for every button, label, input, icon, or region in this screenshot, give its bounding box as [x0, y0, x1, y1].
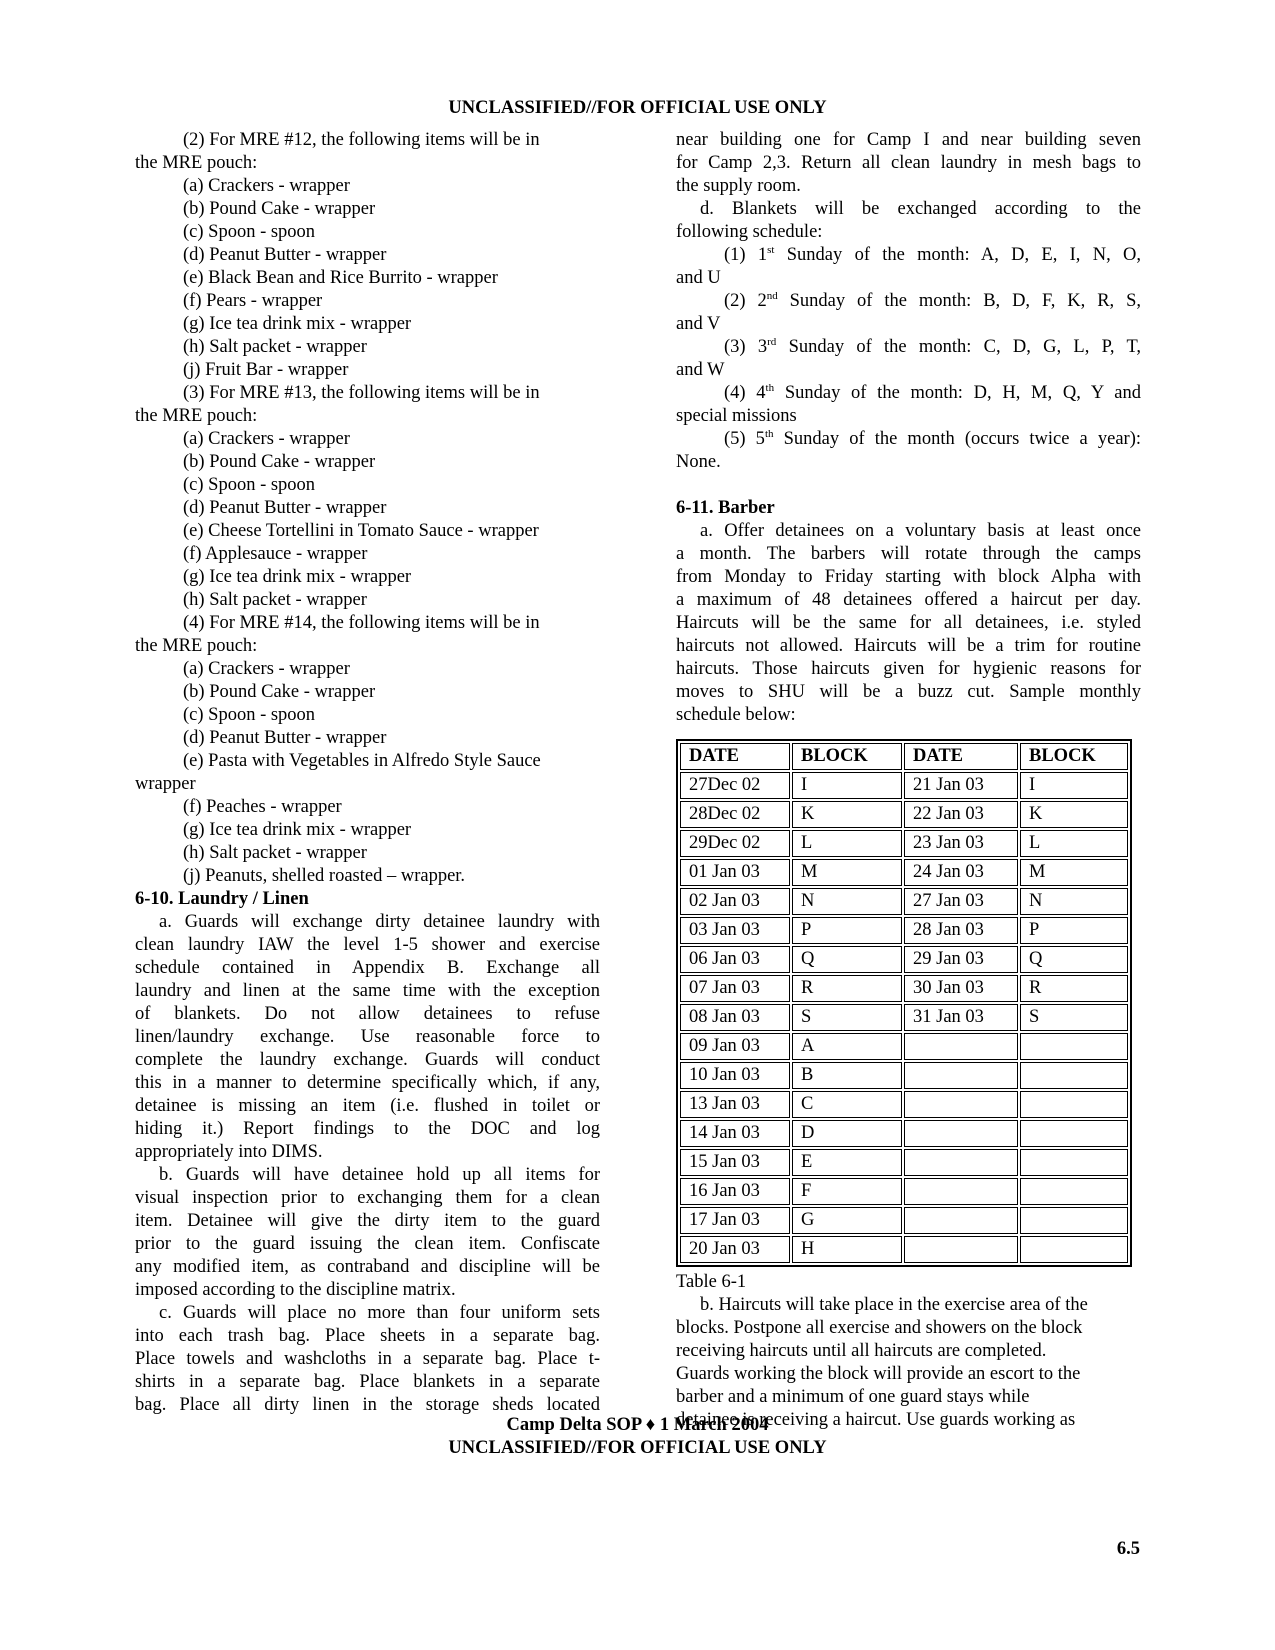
table-caption: Table 6-1 [676, 1272, 747, 1292]
text-line: item. Detainee will give the dirty item to the guard [135, 1211, 600, 1231]
blanket-schedule-continuation: None. [676, 452, 721, 472]
table-header-row [680, 743, 1128, 770]
text-line: moves to SHU will be a buzz cut. Sample monthly [676, 682, 1141, 702]
schedule-text: Sunday of the month: C, D, G, L, P, T, [776, 337, 1141, 357]
table-cell: 31 Jan 03 [904, 1004, 1018, 1031]
table-cell: 24 Jan 03 [904, 859, 1018, 886]
barber-paragraph-a [676, 520, 1141, 727]
table-row [680, 1062, 1128, 1089]
table-cell: E [792, 1149, 902, 1176]
text-line: appropriately into DIMS. [135, 1142, 323, 1162]
footer-title: Camp Delta SOP ♦ 1 March 2004 [506, 1415, 769, 1435]
table-cell: 15 Jan 03 [680, 1149, 790, 1176]
text-line: into each trash bag. Place sheets in a separate bag. [135, 1326, 600, 1346]
ordinal-suffix: rd [767, 336, 777, 348]
table-cell: P [1020, 917, 1128, 944]
right-column [676, 129, 1141, 1432]
text-line: (e) Black Bean and Rice Burrito - wrapper [183, 268, 498, 288]
table-cell: H [792, 1236, 902, 1263]
text-line: (3) For MRE #13, the following items will be in [183, 383, 540, 403]
schedule-number: (1) 1 [724, 245, 768, 265]
table-row [680, 1091, 1128, 1118]
table-cell: A [792, 1033, 902, 1060]
text-line: (e) Cheese Tortellini in Tomato Sauce - wrapper [183, 521, 539, 541]
schedule-number: (2) 2 [724, 291, 767, 311]
text-line: (d) Peanut Butter - wrapper [183, 728, 387, 748]
table-row [680, 772, 1128, 799]
text-line: detainee is receiving a haircut. Use guards working as [676, 1410, 1076, 1430]
table-header-cell: BLOCK [792, 743, 902, 770]
table-row [680, 1236, 1128, 1263]
table-row [680, 801, 1128, 828]
text-line: (j) Fruit Bar - wrapper [183, 360, 349, 380]
blanket-schedule-item [676, 336, 1141, 359]
text-line: (d) Peanut Butter - wrapper [183, 498, 387, 518]
text-line: c. Guards will place no more than four uniform sets [159, 1303, 600, 1323]
text-line: (b) Pound Cake - wrapper [183, 199, 376, 219]
table-cell [904, 1091, 1018, 1118]
text-line: bag. Place all dirty linen in the storage sheds located [135, 1395, 600, 1415]
left-column [135, 129, 600, 1417]
table-cell: 14 Jan 03 [680, 1120, 790, 1147]
text-line: (a) Crackers - wrapper [183, 176, 350, 196]
text-line: b. Guards will have detainee hold up all items for [159, 1165, 600, 1185]
text-line: blocks. Postpone all exercise and showers on the block [676, 1318, 1083, 1338]
table-cell: F [792, 1178, 902, 1205]
ordinal-suffix: th [764, 428, 774, 440]
table-cell [904, 1207, 1018, 1234]
text-line: Place towels and washcloths in a separate bag. Place t- [135, 1349, 600, 1369]
table-cell [1020, 1120, 1128, 1147]
table-cell: 28 Jan 03 [904, 917, 1018, 944]
text-line: the MRE pouch: [135, 153, 258, 173]
table-cell [1020, 1062, 1128, 1089]
barber-paragraph-b [676, 1294, 1141, 1432]
text-line: (c) Spoon - spoon [183, 705, 316, 725]
table-cell: R [792, 975, 902, 1002]
text-line: this in a manner to determine specifically which, if any, [135, 1073, 600, 1093]
table-cell: K [1020, 801, 1128, 828]
text-line: the supply room. [676, 176, 801, 196]
text-line: from Monday to Friday starting with block Alpha with [676, 567, 1141, 587]
text-line: a. Guards will exchange dirty detainee laundry with [159, 912, 600, 932]
text-line: a maximum of 48 detainees offered a haircut per day. [676, 590, 1141, 610]
text-line: a. Offer detainees on a voluntary basis at least once [700, 521, 1141, 541]
barber-heading: 6-11. Barber [676, 498, 775, 518]
table-cell: M [792, 859, 902, 886]
table-cell: 27Dec 02 [680, 772, 790, 799]
text-line: schedule below: [676, 705, 796, 725]
text-line: Haircuts will be the same for all detainees, i.e. styled [676, 613, 1141, 633]
table-cell: M [1020, 859, 1128, 886]
table-cell [904, 1062, 1018, 1089]
table-cell: 01 Jan 03 [680, 859, 790, 886]
table-row [680, 1178, 1128, 1205]
table-cell: C [792, 1091, 902, 1118]
table-cell: 20 Jan 03 [680, 1236, 790, 1263]
table-cell [904, 1120, 1018, 1147]
table-row [680, 1033, 1128, 1060]
text-line: the MRE pouch: [135, 406, 258, 426]
schedule-number: (5) 5 [724, 429, 765, 449]
table-row [680, 888, 1128, 915]
table-cell: D [792, 1120, 902, 1147]
classification-header: UNCLASSIFIED//FOR OFFICIAL USE ONLY [448, 98, 827, 118]
text-line: (h) Salt packet - wrapper [183, 590, 367, 610]
blanket-schedule-item [676, 428, 1141, 451]
table-cell: P [792, 917, 902, 944]
table-cell: Q [792, 946, 902, 973]
table-row [680, 830, 1128, 857]
table-cell [904, 1236, 1018, 1263]
table-cell: Q [1020, 946, 1128, 973]
schedule-number: (4) 4 [724, 383, 766, 403]
text-line: (f) Peaches - wrapper [183, 797, 342, 817]
text-line: Guards working the block will provide an escort to the [676, 1364, 1081, 1384]
text-line: a month. The barbers will rotate through the camps [676, 544, 1141, 564]
table-row [680, 1149, 1128, 1176]
blanket-schedule [676, 244, 1141, 474]
table-cell: 23 Jan 03 [904, 830, 1018, 857]
table-cell: 29Dec 02 [680, 830, 790, 857]
text-line: (g) Ice tea drink mix - wrapper [183, 820, 412, 840]
text-line: visual inspection prior to exchanging them for a clean [135, 1188, 600, 1208]
schedule-text: Sunday of the month: A, D, E, I, N, O, [774, 245, 1141, 265]
table-cell [1020, 1236, 1128, 1263]
table-cell: 30 Jan 03 [904, 975, 1018, 1002]
table-cell [904, 1149, 1018, 1176]
table-cell: 29 Jan 03 [904, 946, 1018, 973]
text-line: haircuts not allowed. Haircuts will be a trim for routine [676, 636, 1141, 656]
table-cell: 09 Jan 03 [680, 1033, 790, 1060]
text-line: (d) Peanut Butter - wrapper [183, 245, 387, 265]
text-line: (h) Salt packet - wrapper [183, 337, 367, 357]
table-cell: G [792, 1207, 902, 1234]
table-cell: 02 Jan 03 [680, 888, 790, 915]
table-cell [1020, 1149, 1128, 1176]
schedule-number: (3) 3 [724, 337, 768, 357]
table-cell: B [792, 1062, 902, 1089]
schedule-text: Sunday of the month: B, D, F, K, R, S, [777, 291, 1141, 311]
text-line: (a) Crackers - wrapper [183, 659, 350, 679]
text-line: shirts in a separate bag. Place blankets in a separate [135, 1372, 600, 1392]
table-cell: I [1020, 772, 1128, 799]
text-line: schedule contained in Appendix B. Exchange all [135, 958, 600, 978]
table-row [680, 975, 1128, 1002]
table-row [680, 1004, 1128, 1031]
text-line: wrapper [135, 774, 196, 794]
text-line: receiving haircuts until all haircuts are completed. [676, 1341, 1047, 1361]
text-line: (a) Crackers - wrapper [183, 429, 350, 449]
table-cell: L [1020, 830, 1128, 857]
text-line: of blankets. Do not allow detainees to refuse [135, 1004, 600, 1024]
text-line: (b) Pound Cake - wrapper [183, 682, 376, 702]
blanket-schedule-continuation: special missions [676, 406, 797, 426]
text-line: (g) Ice tea drink mix - wrapper [183, 314, 412, 334]
table-cell: 13 Jan 03 [680, 1091, 790, 1118]
schedule-text: Sunday of the month: D, H, M, Q, Y and [774, 383, 1141, 403]
text-line: (e) Pasta with Vegetables in Alfredo Style Sauce [183, 751, 541, 771]
text-line: (f) Pears - wrapper [183, 291, 323, 311]
text-line: the MRE pouch: [135, 636, 258, 656]
table-row [680, 917, 1128, 944]
footer-classification: UNCLASSIFIED//FOR OFFICIAL USE ONLY [448, 1438, 827, 1458]
blanket-schedule-continuation: and W [676, 360, 725, 380]
table-cell: 03 Jan 03 [680, 917, 790, 944]
text-line: prior to the guard issuing the clean item. Confiscate [135, 1234, 600, 1254]
text-line: barber and a minimum of one guard stays while [676, 1387, 1030, 1407]
blanket-schedule-item [676, 290, 1141, 313]
table-cell: R [1020, 975, 1128, 1002]
table-cell: I [792, 772, 902, 799]
table-header-cell: DATE [904, 743, 1018, 770]
table-cell [1020, 1207, 1128, 1234]
table-row [680, 1207, 1128, 1234]
text-line: haircuts. Those haircuts given for hygienic reasons for [676, 659, 1141, 679]
table-cell [1020, 1033, 1128, 1060]
table-cell: S [1020, 1004, 1128, 1031]
blanket-schedule-item [676, 244, 1141, 267]
table-cell: S [792, 1004, 902, 1031]
table-cell: 28Dec 02 [680, 801, 790, 828]
text-line: (b) Pound Cake - wrapper [183, 452, 376, 472]
table-cell: 22 Jan 03 [904, 801, 1018, 828]
table-row [680, 946, 1128, 973]
haircut-schedule-table [676, 739, 1132, 1267]
ordinal-suffix: st [767, 244, 775, 256]
ordinal-suffix: th [765, 382, 775, 394]
text-line: (h) Salt packet - wrapper [183, 843, 367, 863]
text-line: following schedule: [676, 222, 823, 242]
table-cell: 10 Jan 03 [680, 1062, 790, 1089]
blanket-schedule-continuation: and V [676, 314, 721, 334]
text-line: detainee is missing an item (i.e. flushed in toilet or [135, 1096, 600, 1116]
text-line: near building one for Camp I and near building seven [676, 130, 1141, 150]
text-line: hiding it.) Report findings to the DOC and log [135, 1119, 600, 1139]
table-cell [904, 1178, 1018, 1205]
ordinal-suffix: nd [766, 290, 778, 302]
text-line: imposed according to the discipline matrix. [135, 1280, 456, 1300]
text-line: for Camp 2,3. Return all clean laundry in mesh bags to [676, 153, 1141, 173]
table-header-cell: DATE [680, 743, 790, 770]
table-cell: N [792, 888, 902, 915]
text-line: (f) Applesauce - wrapper [183, 544, 368, 564]
text-line: any modified item, as contraband and discipline will be [135, 1257, 600, 1277]
text-line: (2) For MRE #12, the following items will be in [183, 130, 540, 150]
text-line: (c) Spoon - spoon [183, 475, 316, 495]
text-line: (j) Peanuts, shelled roasted – wrapper. [183, 866, 466, 886]
text-line: (g) Ice tea drink mix - wrapper [183, 567, 412, 587]
table-cell: 07 Jan 03 [680, 975, 790, 1002]
table-row [680, 1120, 1128, 1147]
text-line: linen/laundry exchange. Use reasonable force to [135, 1027, 600, 1047]
text-line: d. Blankets will be exchanged according to the [700, 199, 1141, 219]
page-number: 6.5 [1116, 1539, 1140, 1559]
table-cell: 08 Jan 03 [680, 1004, 790, 1031]
text-line: laundry and linen at the same time with the exception [135, 981, 600, 1001]
text-line: (4) For MRE #14, the following items will be in [183, 613, 540, 633]
text-line: complete the laundry exchange. Guards will conduct [135, 1050, 600, 1070]
blanket-schedule-item [676, 382, 1141, 405]
table-cell: 17 Jan 03 [680, 1207, 790, 1234]
laundry-continuation [676, 129, 1141, 244]
text-line: (c) Spoon - spoon [183, 222, 316, 242]
table-cell [1020, 1091, 1128, 1118]
table-cell: 06 Jan 03 [680, 946, 790, 973]
table-row [680, 859, 1128, 886]
table-cell: 27 Jan 03 [904, 888, 1018, 915]
table-cell [1020, 1178, 1128, 1205]
table-cell: 16 Jan 03 [680, 1178, 790, 1205]
schedule-text: Sunday of the month (occurs twice a year): [773, 429, 1141, 449]
blanket-schedule-continuation: and U [676, 268, 721, 288]
table-header-cell: BLOCK [1020, 743, 1128, 770]
table-cell [904, 1033, 1018, 1060]
text-line: 6-10. Laundry / Linen [135, 889, 309, 909]
text-line: b. Haircuts will take place in the exercise area of the [700, 1295, 1088, 1315]
table-cell: 21 Jan 03 [904, 772, 1018, 799]
table-cell: L [792, 830, 902, 857]
table-cell: K [792, 801, 902, 828]
text-line: clean laundry IAW the level 1-5 shower and exercise [135, 935, 600, 955]
table-cell: N [1020, 888, 1128, 915]
